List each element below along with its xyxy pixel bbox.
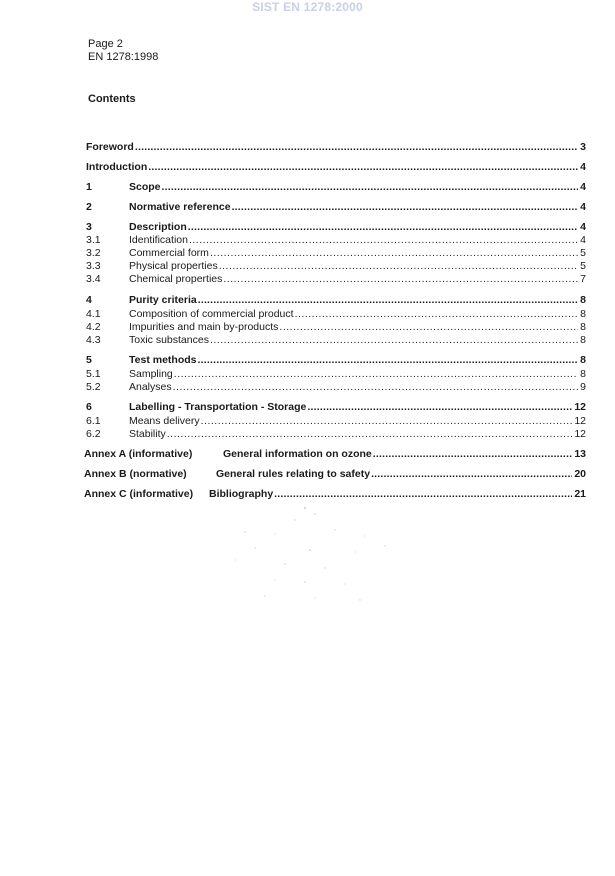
toc-entry-page: 21: [574, 488, 586, 500]
toc-entry-number: 4.2: [86, 321, 101, 333]
toc-entry-number: 4.3: [86, 334, 101, 346]
toc-entry-page: 8: [580, 294, 586, 306]
toc-entry-title: Physical properties: [129, 260, 218, 272]
page-header: [88, 38, 158, 64]
toc-entry-identification[interactable]: [86, 233, 586, 246]
toc-entry-description[interactable]: [86, 220, 586, 233]
toc-entry-title: Introduction: [86, 161, 148, 173]
toc-entry-number: 3.4: [86, 273, 101, 285]
toc-entry-sampling[interactable]: [86, 367, 586, 380]
toc-entry-title: Toxic substances: [129, 334, 209, 346]
toc-entry-title: Stability: [129, 428, 166, 440]
toc-entry-chemical-properties[interactable]: [86, 272, 586, 285]
toc-entry-title: Description: [129, 221, 187, 233]
toc-entry-title: Analyses: [129, 381, 172, 393]
toc-leader-dots: [173, 381, 579, 393]
toc-leader-dots: [198, 294, 578, 306]
toc-entry-purity-criteria[interactable]: [86, 293, 586, 306]
toc-entry-number: 2: [86, 201, 92, 213]
toc-entry-labelling[interactable]: [86, 400, 586, 413]
toc-leader-dots: [279, 321, 578, 333]
toc-entry-page: 12: [574, 415, 586, 427]
toc-entry-page: 3: [580, 141, 586, 153]
watermark: SIST EN 1278:2000: [252, 0, 363, 14]
toc-entry-title: Identification: [129, 234, 188, 246]
standard-number: EN 1278:1998: [88, 51, 159, 63]
toc-entry-introduction[interactable]: [86, 160, 586, 173]
toc-entry-page: 8: [580, 368, 586, 380]
toc-entry-title: General rules relating to safety: [216, 468, 371, 480]
toc-leader-dots: [167, 428, 573, 440]
toc-entry-number: 3: [86, 221, 92, 233]
toc-entry-title: Means delivery: [129, 415, 200, 427]
toc-entry-number: 3.2: [86, 247, 101, 259]
toc-entry-page: 4: [580, 201, 586, 213]
toc-entry-commercial-form[interactable]: [86, 246, 586, 259]
toc-entry-impurities[interactable]: [86, 320, 586, 333]
toc-entry-number: 6.2: [86, 428, 101, 440]
toc-entry-title: General information on ozone: [223, 448, 372, 460]
toc-entry-page: 4: [580, 181, 586, 193]
toc-leader-dots: [197, 354, 578, 366]
toc-leader-dots: [307, 401, 572, 413]
toc-entry-annex-a[interactable]: [84, 447, 586, 460]
toc-entry-normative-reference[interactable]: [86, 200, 586, 213]
toc-entry-test-methods[interactable]: [86, 353, 586, 366]
toc-leader-dots: [223, 273, 578, 285]
toc-entry-number: 4: [86, 294, 92, 306]
page-number: Page 2: [88, 38, 123, 50]
toc-entry-page: 7: [580, 273, 586, 285]
toc-leader-dots: [135, 141, 578, 153]
toc-leader-dots: [201, 415, 573, 427]
toc-entry-analyses[interactable]: [86, 380, 586, 393]
toc-entry-title: Commercial form: [129, 247, 209, 259]
toc-entry-page: 9: [580, 381, 586, 393]
toc-leader-dots: [188, 221, 578, 233]
toc-leader-dots: [210, 334, 578, 346]
toc-entry-title: Composition of commercial product: [129, 308, 294, 320]
toc-entry-page: 4: [580, 234, 586, 246]
toc-entry-title: Bibliography: [209, 488, 274, 500]
toc-leader-dots: [210, 247, 578, 259]
toc-leader-dots: [274, 488, 572, 500]
toc-entry-page: 5: [580, 247, 586, 259]
toc-entry-number: 3.1: [86, 234, 101, 246]
toc-entry-number: 5: [86, 354, 92, 366]
toc-entry-number: 5.1: [86, 368, 101, 380]
toc-leader-dots: [232, 201, 579, 213]
toc-entry-title: Purity criteria: [129, 294, 197, 306]
toc-entry-annex-c[interactable]: [84, 487, 586, 500]
toc-entry-title: Scope: [129, 181, 161, 193]
toc-entry-title: Chemical properties: [129, 273, 223, 285]
toc-entry-number: 5.2: [86, 381, 101, 393]
toc-annex-label: Annex C (informative): [84, 488, 194, 500]
toc-entry-physical-properties[interactable]: [86, 259, 586, 272]
toc-leader-dots: [162, 181, 579, 193]
toc-entry-annex-b[interactable]: [84, 467, 586, 480]
toc-entry-number: 1: [86, 181, 92, 193]
toc-leader-dots: [148, 161, 578, 173]
toc-leader-dots: [174, 368, 578, 380]
toc-leader-dots: [189, 234, 578, 246]
toc-entry-title: Sampling: [129, 368, 173, 380]
toc-annex-label: Annex B (normative): [84, 468, 187, 480]
toc-entry-page: 12: [574, 428, 586, 440]
toc-entry-title: Normative reference: [129, 201, 231, 213]
toc-entry-number: 4.1: [86, 308, 101, 320]
toc-entry-composition[interactable]: [86, 307, 586, 320]
toc-entry-stability[interactable]: [86, 427, 586, 440]
toc-leader-dots: [371, 468, 572, 480]
toc-entry-scope[interactable]: [86, 180, 586, 193]
toc-entry-number: 6: [86, 401, 92, 413]
toc-entry-page: 4: [580, 161, 586, 173]
toc-leader-dots: [295, 308, 579, 320]
toc-entry-foreword[interactable]: [86, 140, 586, 153]
toc-entry-page: 8: [580, 308, 586, 320]
toc-entry-page: 13: [574, 448, 586, 460]
toc-entry-toxic-substances[interactable]: [86, 333, 586, 346]
toc-entry-title: Foreword: [86, 141, 134, 153]
toc-leader-dots: [219, 260, 578, 272]
toc-entry-title: Impurities and main by-products: [129, 321, 279, 333]
toc-entry-page: 5: [580, 260, 586, 272]
toc-entry-page: 12: [574, 401, 586, 413]
toc-leader-dots: [373, 448, 573, 460]
toc-entry-page: 8: [580, 354, 586, 366]
toc-entry-number: 6.1: [86, 415, 101, 427]
toc-entry-page: 4: [580, 221, 586, 233]
toc-entry-page: 8: [580, 321, 586, 333]
toc-entry-title: Test methods: [129, 354, 197, 366]
toc-entry-page: 8: [580, 334, 586, 346]
contents-heading: Contents: [88, 93, 136, 105]
toc-entry-title: Labelling - Transportation - Storage: [129, 401, 307, 413]
toc-entry-means-delivery[interactable]: [86, 414, 586, 427]
toc-annex-label: Annex A (informative): [84, 448, 193, 460]
toc-entry-page: 20: [574, 468, 586, 480]
toc-entry-number: 3.3: [86, 260, 101, 272]
scan-noise: [215, 500, 405, 610]
